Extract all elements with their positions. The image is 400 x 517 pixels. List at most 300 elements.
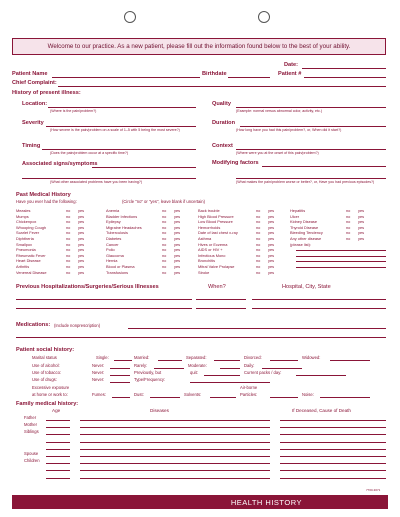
pmh-row <box>16 242 88 247</box>
pmh-no-option[interactable]: no <box>346 213 351 219</box>
associated-symptoms-field-2[interactable] <box>22 178 196 179</box>
age-column-header: Age <box>52 408 61 413</box>
pmh-condition-label: Mitral Valve Prolapse <box>198 264 235 269</box>
pmh-yes-option[interactable]: yes <box>174 224 181 230</box>
pmh-no-option[interactable]: no <box>346 236 351 241</box>
hospitalization-when-1[interactable] <box>196 299 246 300</box>
tobacco-current-packs[interactable]: Current packs / day: <box>244 370 282 375</box>
pmh-yes-option[interactable]: yes <box>358 230 365 236</box>
social-fill-line[interactable] <box>190 382 270 383</box>
family-history-line[interactable] <box>280 427 386 428</box>
pmh-row <box>198 236 278 241</box>
family-history-line[interactable] <box>80 434 270 435</box>
drugs-never[interactable]: Never: <box>92 377 105 382</box>
modifying-factors-hint: (What makes the pain/problem worse or better?, or, Have you had previous episodes?) <box>236 180 375 184</box>
airborne-label: Air-borne <box>240 385 258 390</box>
tobacco-quit[interactable]: quit: <box>190 370 198 375</box>
fumes-option[interactable]: Fumes: <box>92 392 106 397</box>
cause-of-death-column-header: If Deceased, Cause of Death <box>292 408 351 413</box>
chief-complaint-field[interactable] <box>58 86 386 87</box>
social-fill-line[interactable] <box>110 368 130 369</box>
pmh-other-disease-line[interactable] <box>296 256 386 257</box>
footer-title: HEALTH HISTORY <box>230 497 302 507</box>
widowed-option[interactable]: Widowed: <box>302 355 321 360</box>
pmh-row <box>198 247 278 252</box>
family-history-line[interactable] <box>80 456 270 457</box>
pmh-no-option[interactable]: no <box>256 224 261 230</box>
pmh-no-option[interactable]: no <box>346 224 351 230</box>
social-fill-line[interactable] <box>150 397 180 398</box>
associated-symptoms-label: Associated signs/symptoms <box>22 161 98 167</box>
pmh-yes-option[interactable]: yes <box>174 230 181 236</box>
pmh-row <box>16 208 88 213</box>
pmh-no-option[interactable]: no <box>66 252 71 258</box>
social-fill-line[interactable] <box>220 368 240 369</box>
social-fill-line[interactable] <box>158 360 182 361</box>
patient-name-field[interactable] <box>52 77 200 78</box>
pmh-row <box>198 270 278 275</box>
dust-option[interactable]: Dust: <box>134 392 144 397</box>
pmh-instruction: Have you ever had the following: <box>16 199 77 204</box>
family-history-line[interactable] <box>80 470 270 471</box>
social-fill-line[interactable] <box>262 368 302 369</box>
married-option[interactable]: Married: <box>134 355 150 360</box>
pmh-row <box>198 225 278 230</box>
hospitalization-hospital-2[interactable] <box>252 308 386 309</box>
relative-label: Siblings <box>24 429 39 435</box>
social-fill-line[interactable] <box>110 382 130 383</box>
patient-number-field[interactable] <box>304 77 386 78</box>
pmh-condition-label: Bleeding Tendency <box>290 230 323 236</box>
pmh-no-option[interactable]: no <box>162 241 167 247</box>
pmh-row <box>106 208 184 213</box>
pmh-row <box>290 219 368 224</box>
duration-hint: (How long have you had this pain/problem?, or, When did it start?) <box>236 128 342 132</box>
family-history-line[interactable] <box>280 470 386 471</box>
drugs-label: Use of drugs: <box>32 377 57 382</box>
pmh-no-option[interactable]: no <box>256 236 261 241</box>
quality-hint: (Example: normal versus abnormal color, activity, etc.) <box>236 109 323 113</box>
pmh-yes-option[interactable]: yes <box>78 208 85 213</box>
pmh-other-disease-line[interactable] <box>296 261 386 262</box>
pmh-no-option[interactable]: no <box>66 269 71 275</box>
pmh-condition-label: Back trouble <box>198 208 220 213</box>
pmh-no-option[interactable]: no <box>66 219 71 225</box>
context-field[interactable] <box>236 149 386 150</box>
pmh-no-option[interactable]: no <box>256 230 261 236</box>
pmh-yes-option[interactable]: yes <box>78 264 85 269</box>
social-fill-line[interactable] <box>296 375 346 376</box>
family-history-line[interactable] <box>46 434 70 435</box>
particles-option[interactable]: Particles: <box>240 392 258 397</box>
social-fill-line[interactable] <box>110 375 130 376</box>
hospitalization-hospital-1[interactable] <box>252 299 386 300</box>
pmh-row <box>198 242 278 247</box>
pmh-yes-option[interactable]: yes <box>78 252 85 258</box>
family-history-line[interactable] <box>80 478 270 479</box>
medications-field-1[interactable] <box>128 328 386 329</box>
pmh-other-disease-line[interactable] <box>296 250 386 251</box>
family-history-line[interactable] <box>46 449 70 450</box>
modifying-factors-field[interactable] <box>262 166 386 167</box>
tobacco-label: Use of tobacco: <box>32 370 62 375</box>
relative-label: Mother <box>24 422 38 428</box>
pmh-yes-option[interactable]: yes <box>268 269 275 275</box>
pmh-no-option[interactable]: no <box>162 219 167 225</box>
medications-field-2[interactable] <box>16 337 386 338</box>
family-history-line[interactable] <box>280 420 386 421</box>
pmh-row <box>106 258 184 263</box>
pmh-condition-label: Measles <box>16 208 31 213</box>
pmh-row <box>198 253 278 258</box>
pmh-condition-label: Anemia <box>106 208 120 213</box>
punch-hole-left <box>124 11 136 23</box>
pmh-no-option[interactable]: no <box>162 252 167 258</box>
family-history-line[interactable] <box>46 470 70 471</box>
pmh-yes-option[interactable]: yes <box>358 224 365 230</box>
timing-label: Timing <box>22 143 41 149</box>
pmh-row <box>106 242 184 247</box>
pmh-no-option[interactable]: no <box>162 264 167 269</box>
pmh-yes-option[interactable]: yes <box>174 264 181 269</box>
family-history-line[interactable] <box>280 456 386 457</box>
pmh-no-option[interactable]: no <box>66 241 71 247</box>
patient-number-label: Patient # <box>278 71 302 77</box>
timing-field[interactable] <box>42 149 196 150</box>
pmh-yes-option[interactable]: yes <box>268 236 275 241</box>
pmh-no-option[interactable]: no <box>256 219 261 225</box>
context-label: Context <box>212 143 233 149</box>
birthdate-field[interactable] <box>228 77 270 78</box>
duration-field[interactable] <box>240 126 386 127</box>
pmh-condition-label: High Blood Pressure <box>198 213 234 219</box>
pmh-yes-option[interactable]: yes <box>268 224 275 230</box>
associated-symptoms-hint: (What other associated problems have you been having?) <box>50 180 143 184</box>
relative-label: Spouse <box>24 451 39 456</box>
pmh-condition-label: Chickenpox <box>16 219 37 225</box>
chief-complaint-label: Chief Complaint: <box>12 80 57 86</box>
social-fill-line[interactable] <box>154 368 184 369</box>
pmh-row <box>106 270 184 275</box>
alcohol-moderate[interactable]: Moderate: <box>188 363 207 368</box>
when-label: When? <box>208 284 226 290</box>
quality-field[interactable] <box>236 107 386 108</box>
pmh-yes-option[interactable]: yes <box>174 219 181 225</box>
pmh-condition-label: Blood or Plasma <box>106 264 135 269</box>
pmh-row <box>106 264 184 269</box>
pmh-condition-label: Polio <box>106 247 115 253</box>
family-history-line[interactable] <box>280 463 386 464</box>
alcohol-never[interactable]: Never: <box>92 363 105 368</box>
pmh-no-option[interactable]: no <box>346 208 351 213</box>
pmh-row <box>16 236 88 241</box>
pmh-row <box>290 208 368 213</box>
pmh-row <box>16 219 88 224</box>
family-history-line[interactable] <box>46 420 70 421</box>
pmh-condition-label: (please list): <box>290 241 311 247</box>
relative-label: Father <box>24 415 37 420</box>
family-history-line[interactable] <box>46 442 70 443</box>
pmh-row <box>16 247 88 252</box>
pmh-row <box>290 214 368 219</box>
medications-hint: (Include nonprescription) <box>54 323 101 328</box>
pmh-yes-option[interactable]: yes <box>358 213 365 219</box>
pmh-no-option[interactable]: no <box>66 230 71 236</box>
pmh-no-option[interactable]: no <box>162 236 167 241</box>
pmh-yes-option[interactable]: yes <box>268 241 275 247</box>
hospitalizations-label: Previous Hospitalizations/Surgeries/Serious Illnesses <box>16 284 159 290</box>
pmh-yes-option[interactable]: yes <box>78 247 85 253</box>
pmh-condition-label: Cancer <box>106 241 119 247</box>
pmh-condition-label: Scarlet Fever <box>16 230 40 236</box>
pmh-condition-label: Venereal Disease <box>16 269 47 275</box>
location-field[interactable] <box>48 107 196 108</box>
pmh-yes-option[interactable]: yes <box>78 230 85 236</box>
relative-label: Children <box>24 458 40 464</box>
pmh-condition-label: Diabetes <box>106 236 122 241</box>
pmh-label: Past Medical History <box>16 192 71 198</box>
severity-label: Severity <box>22 120 44 126</box>
pmh-yes-option[interactable]: yes <box>174 252 181 258</box>
pmh-condition-label: Infectious Mono <box>198 252 226 258</box>
pmh-no-option[interactable]: no <box>66 224 71 230</box>
pmh-no-option[interactable]: no <box>256 213 261 219</box>
pmh-row <box>106 219 184 224</box>
pmh-no-option[interactable]: no <box>66 213 71 219</box>
pmh-no-option[interactable]: no <box>66 208 71 213</box>
family-history-line[interactable] <box>280 434 386 435</box>
social-fill-line[interactable] <box>270 360 298 361</box>
modifying-factors-field-2[interactable] <box>236 178 386 179</box>
pmh-row <box>198 214 278 219</box>
family-history-line[interactable] <box>80 427 270 428</box>
medications-label: Medications: <box>16 322 51 328</box>
social-fill-line[interactable] <box>210 397 236 398</box>
alcohol-daily[interactable]: Daily: <box>244 363 255 368</box>
exposure-label-2: at home or work to: <box>32 392 68 397</box>
pmh-yes-option[interactable]: yes <box>268 219 275 225</box>
pmh-row <box>16 214 88 219</box>
pmh-row <box>16 225 88 230</box>
pmh-yes-option[interactable]: yes <box>174 208 181 213</box>
pmh-row <box>16 270 88 275</box>
family-history-line[interactable] <box>80 463 270 464</box>
pmh-condition-label: Mumps <box>16 213 29 219</box>
single-option[interactable]: Single: <box>96 355 109 360</box>
birthdate-label: Birthdate <box>202 71 227 77</box>
hospitalization-when-2[interactable] <box>196 308 246 309</box>
pmh-condition-label: Hives or Eczema <box>198 241 228 247</box>
family-history-line[interactable] <box>80 442 270 443</box>
family-history-line[interactable] <box>280 442 386 443</box>
timing-hint: (Does the pain/problem occur at a specific time?) <box>50 151 129 155</box>
date-label: Date: <box>284 62 298 68</box>
pmh-yes-option[interactable]: yes <box>268 247 275 253</box>
pmh-condition-label: Arthritis <box>16 264 30 269</box>
pmh-no-option[interactable]: no <box>256 241 261 247</box>
noise-option[interactable]: Noise: <box>302 392 314 397</box>
pmh-row <box>16 253 88 258</box>
alcohol-rarely[interactable]: Rarely: <box>134 363 148 368</box>
pmh-row <box>290 225 368 230</box>
pmh-no-option[interactable]: no <box>66 247 71 253</box>
pmh-no-option[interactable]: no <box>346 219 351 225</box>
quality-label: Quality <box>212 101 231 107</box>
pmh-row <box>106 214 184 219</box>
social-fill-line[interactable] <box>114 360 132 361</box>
family-history-line[interactable] <box>46 478 70 479</box>
pmh-no-option[interactable]: no <box>256 264 261 269</box>
hpi-label: History of present illness: <box>12 90 81 96</box>
family-history-line[interactable] <box>46 463 70 464</box>
duration-label: Duration <box>212 120 235 126</box>
pmh-other-disease-line[interactable] <box>296 267 386 268</box>
pmh-yes-option[interactable]: yes <box>358 219 365 225</box>
pmh-no-option[interactable]: no <box>162 247 167 253</box>
tobacco-never[interactable]: Never: <box>92 370 105 375</box>
pmh-row <box>290 236 368 241</box>
divorced-option[interactable]: Divorced: <box>244 355 262 360</box>
pmh-no-option[interactable]: no <box>256 258 261 264</box>
pmh-condition-label: Glaucoma <box>106 252 124 258</box>
pmh-condition-label: Tuberculosis <box>106 230 128 236</box>
pmh-yes-option[interactable]: yes <box>78 269 85 275</box>
pmh-row <box>16 230 88 235</box>
pmh-yes-option[interactable]: yes <box>174 247 181 253</box>
pmh-row <box>106 253 184 258</box>
pmh-no-option[interactable]: no <box>162 208 167 213</box>
pmh-no-option[interactable]: no <box>66 264 71 269</box>
pmh-row <box>16 258 88 263</box>
pmh-condition-label: Hemorrhoids <box>198 224 221 230</box>
pmh-yes-option[interactable]: yes <box>268 213 275 219</box>
pmh-yes-option[interactable]: yes <box>268 208 275 213</box>
family-history-label: Family medical history: <box>16 401 79 407</box>
pmh-no-option[interactable]: no <box>66 258 71 264</box>
pmh-row <box>198 258 278 263</box>
pmh-row <box>106 247 184 252</box>
pmh-condition-label: Stroke <box>198 269 210 275</box>
pmh-yes-option[interactable]: yes <box>78 241 85 247</box>
pmh-row <box>106 236 184 241</box>
pmh-condition-label: Bladder Infections <box>106 213 138 219</box>
social-history-label: Patient social history: <box>16 347 75 353</box>
pmh-condition-label: Thyroid Disease <box>290 224 319 230</box>
date-field[interactable] <box>302 68 386 69</box>
social-fill-line[interactable] <box>204 375 240 376</box>
pmh-no-option[interactable]: no <box>256 208 261 213</box>
context-hint: (Where were you at the onset of this pain/problem?) <box>236 151 319 155</box>
modifying-factors-label: Modifying factors <box>212 160 259 166</box>
severity-field[interactable] <box>46 126 196 127</box>
social-fill-line[interactable] <box>214 360 240 361</box>
pmh-no-option[interactable]: no <box>162 213 167 219</box>
pmh-yes-option[interactable]: yes <box>268 230 275 236</box>
pmh-condition-label: Low Blood Pressure <box>198 219 233 225</box>
pmh-no-option[interactable]: no <box>66 236 71 241</box>
pmh-no-option[interactable]: no <box>256 269 261 275</box>
pmh-yes-option[interactable]: yes <box>268 264 275 269</box>
social-fill-line[interactable] <box>320 397 370 398</box>
pmh-yes-option[interactable]: yes <box>174 258 181 264</box>
pmh-condition-label: Hernia <box>106 258 118 264</box>
family-history-line[interactable] <box>46 427 70 428</box>
pmh-condition-label: Hepatitis <box>290 208 306 213</box>
pmh-yes-option[interactable]: yes <box>358 236 365 241</box>
pmh-no-option[interactable]: no <box>256 247 261 253</box>
pmh-condition-label: Transfusions <box>106 269 129 275</box>
footer-banner <box>12 495 388 509</box>
pmh-instruction-2: (Circle "no" or "yes", leave blank if uncertain) <box>122 199 205 204</box>
family-history-line[interactable] <box>46 456 70 457</box>
pmh-row <box>198 208 278 213</box>
pmh-yes-option[interactable]: yes <box>78 219 85 225</box>
pmh-row <box>16 264 88 269</box>
pmh-condition-label: Any other disease <box>290 236 322 241</box>
social-fill-line[interactable] <box>112 397 130 398</box>
pmh-yes-option[interactable]: yes <box>174 213 181 219</box>
pmh-yes-option[interactable]: yes <box>358 208 365 213</box>
pmh-yes-option[interactable]: yes <box>174 241 181 247</box>
associated-symptoms-field[interactable] <box>92 167 196 168</box>
family-history-line[interactable] <box>80 449 270 450</box>
pmh-condition-label: Kidney Disease <box>290 219 318 225</box>
form-code: 7700-3071 <box>366 488 381 492</box>
pmh-no-option[interactable]: no <box>346 230 351 236</box>
hospitalization-line-2[interactable] <box>16 308 192 309</box>
location-label: Location: <box>22 101 48 107</box>
pmh-yes-option[interactable]: yes <box>268 258 275 264</box>
pmh-no-option[interactable]: no <box>162 269 167 275</box>
pmh-condition-label: Rheumatic Fever <box>16 252 46 258</box>
pmh-condition-label: Asthma <box>198 236 212 241</box>
severity-hint: (How severe is the pain/problem on a scale of 1–5 with 5 being the most severe?) <box>50 128 180 132</box>
social-fill-line[interactable] <box>270 397 298 398</box>
welcome-banner <box>12 38 386 55</box>
separated-option[interactable]: Separated: <box>186 355 207 360</box>
pmh-no-option[interactable]: no <box>162 224 167 230</box>
pmh-yes-option[interactable]: yes <box>78 213 85 219</box>
family-history-line[interactable] <box>280 478 386 479</box>
tobacco-previously[interactable]: Previously, but <box>134 370 162 375</box>
exposure-label: Excessive exposure <box>32 385 70 390</box>
family-history-line[interactable] <box>80 420 270 421</box>
pmh-yes-option[interactable]: yes <box>78 224 85 230</box>
pmh-yes-option[interactable]: yes <box>78 236 85 241</box>
drugs-type-frequency[interactable]: Type/Frequency: <box>134 377 166 382</box>
pmh-yes-option[interactable]: yes <box>78 258 85 264</box>
pmh-condition-label: Bronchitis <box>198 258 216 264</box>
pmh-condition-label: AIDS or HIV + <box>198 247 223 253</box>
pmh-no-option[interactable]: no <box>162 258 167 264</box>
pmh-no-option[interactable]: no <box>256 252 261 258</box>
pmh-condition-label: Date of last chest x-ray <box>198 230 238 236</box>
pmh-yes-option[interactable]: yes <box>174 269 181 275</box>
pmh-row <box>198 219 278 224</box>
pmh-row <box>106 230 184 235</box>
diseases-column-header: Diseases <box>150 408 169 413</box>
hospitalization-line-1[interactable] <box>16 299 192 300</box>
family-history-line[interactable] <box>280 449 386 450</box>
pmh-condition-label: Smallpox <box>16 241 33 247</box>
pmh-yes-option[interactable]: yes <box>268 252 275 258</box>
social-fill-line[interactable] <box>330 360 370 361</box>
pmh-yes-option[interactable]: yes <box>174 236 181 241</box>
pmh-row <box>198 264 278 269</box>
hospital-city-state-label: Hospital, City, State <box>282 284 331 290</box>
solvents-option[interactable]: Solvents: <box>184 392 202 397</box>
pmh-no-option[interactable]: no <box>162 230 167 236</box>
